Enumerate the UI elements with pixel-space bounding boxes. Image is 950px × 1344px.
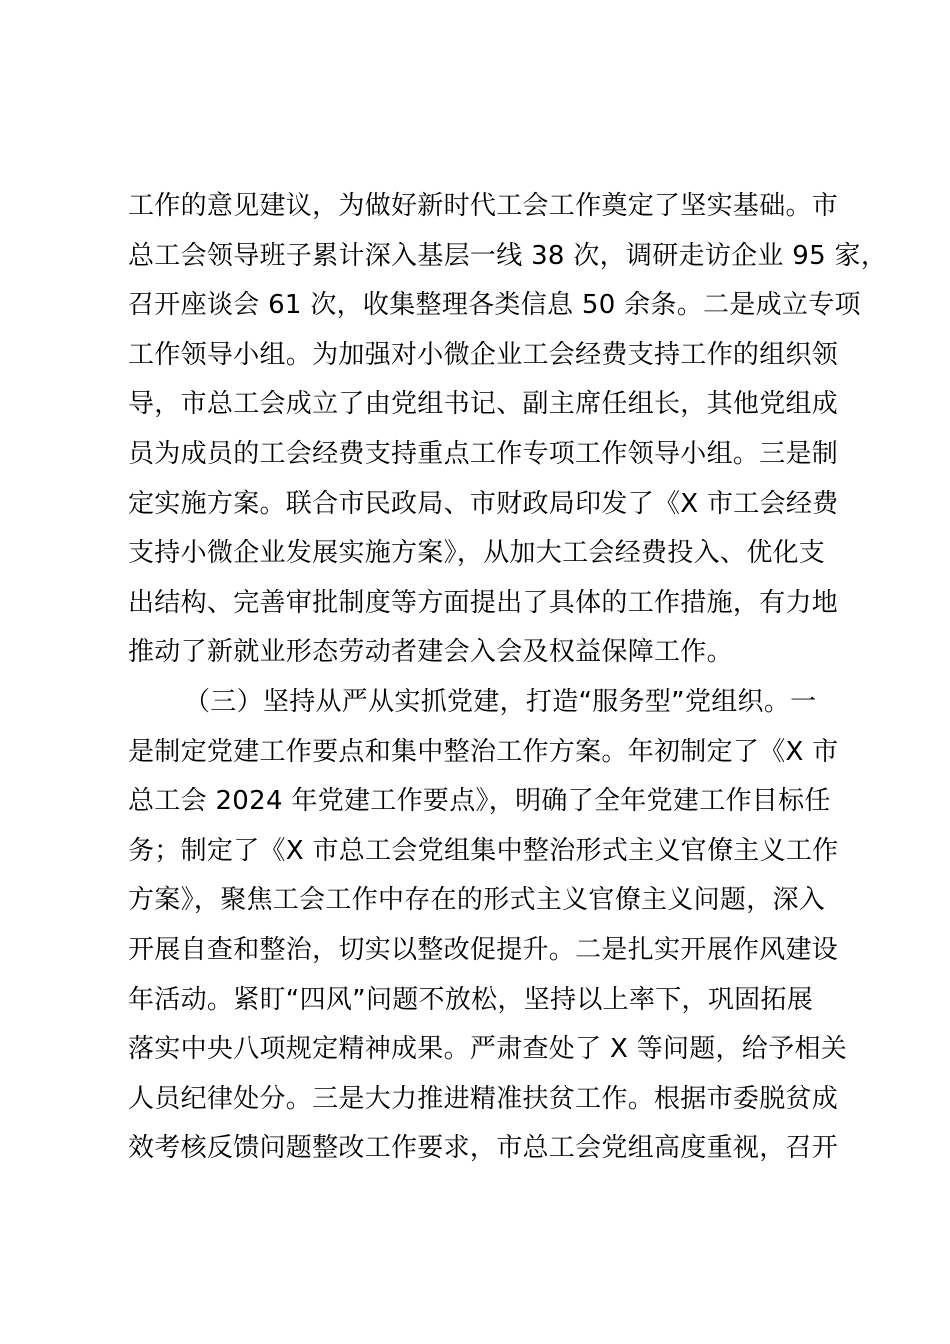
- text-line: 总工会 2024 年党建工作要点》，明确了全年党建工作目标任: [128, 786, 831, 817]
- text-line: 员为成员的工会经费支持重点工作专项工作领导小组。三是制: [128, 438, 839, 469]
- text-line: 是制定党建工作要点和集中整治工作方案。年初制定了《X 市: [128, 736, 839, 767]
- text-line: 工作的意见建议，为做好新时代工会工作奠定了坚实基础。市: [128, 191, 839, 221]
- text-line: 出结构、完善审批制度等方面提出了具体的工作措施，有力地: [128, 587, 839, 618]
- text-line: 年活动。紧盯“四风”问题不放松，坚持以上率下，巩固拓展: [128, 984, 814, 1015]
- text-line: 开展自查和整治，切实以整改促提升。二是扎实开展作风建设: [128, 934, 839, 965]
- text-line: 推动了新就业形态劳动者建会入会及权益保障工作。: [128, 637, 733, 668]
- document-body: [128, 182, 888, 1174]
- text-line: 方案》，聚焦工会工作中存在的形式主义官僚主义问题，深入: [128, 885, 826, 916]
- text-line: 支持小微企业发展实施方案》，从加大工会经费投入、优化支: [128, 538, 826, 569]
- text-line: 召开座谈会 61 次，收集整理各类信息 50 余条。二是成立专项: [128, 290, 861, 321]
- text-line: 落实中央八项规定精神成果。严肃查处了 X 等问题，给予相关: [128, 1034, 848, 1065]
- section-heading-line: （三）坚持从严从实抓党建，打造“服务型”党组织。一: [184, 686, 817, 717]
- text-line: 务；制定了《X 市总工会党组集中整治形式主义官僚主义工作: [128, 835, 839, 866]
- text-line: 定实施方案。联合市民政局、市财政局印发了《X 市工会经费: [128, 488, 839, 519]
- text-line: 人员纪律处分。三是大力推进精准扶贫工作。根据市委脱贫成: [128, 1083, 839, 1114]
- text-line: 总工会领导班子累计深入基层一线 38 次，调研走访企业 95 家，: [128, 240, 888, 271]
- text-line: 效考核反馈问题整改工作要求，市总工会党组高度重视，召开: [128, 1133, 839, 1164]
- text-line: 导，市总工会成立了由党组书记、副主席任组长，其他党组成: [128, 389, 839, 420]
- text-line: 工作领导小组。为加强对小微企业工会经费支持工作的组织领: [128, 339, 839, 370]
